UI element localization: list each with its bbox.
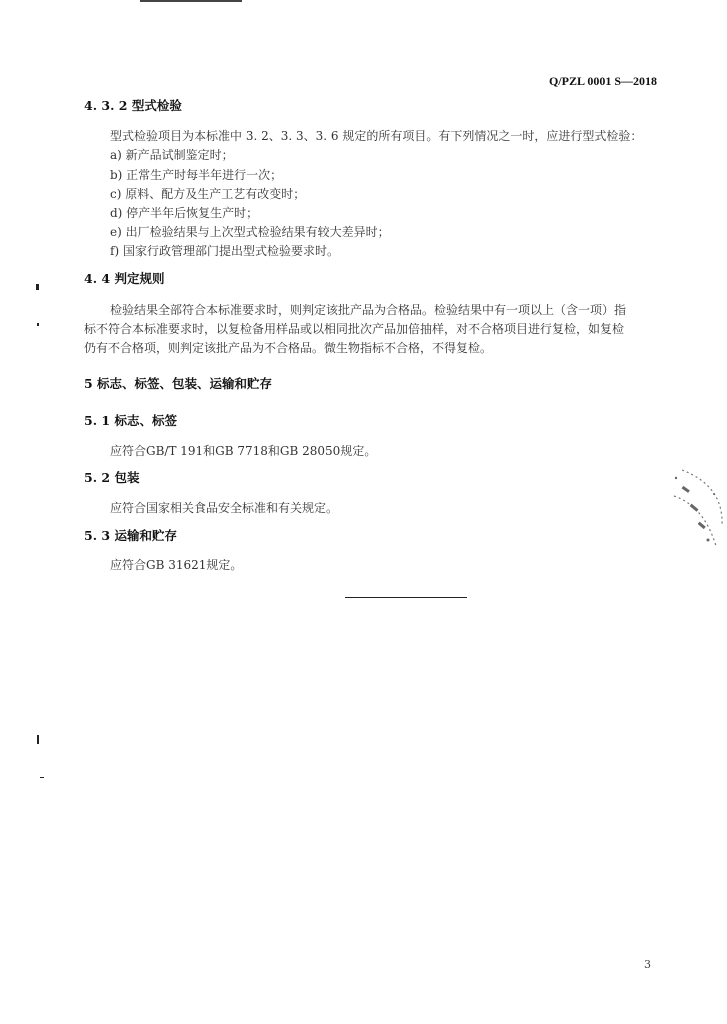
- seal-stamp-icon: [664, 466, 724, 556]
- section-4-4-line-1: 检验结果全部符合本标准要求时，则判定该批产品为合格品。检验结果中有一项以上（含一项）指: [110, 303, 627, 317]
- section-5-heading: 5 标志、标签、包装、运输和贮存: [84, 376, 273, 391]
- scan-mark: [37, 323, 39, 326]
- list-item: f) 国家行政管理部门提出型式检验要求时。: [110, 244, 339, 258]
- top-rule: [140, 0, 242, 2]
- section-5-2-heading: 5. 2 包装: [84, 470, 140, 485]
- section-5-3-heading: 5. 3 运输和贮存: [84, 528, 177, 543]
- scan-mark: [36, 284, 39, 290]
- section-4-4-heading: 4. 4 判定规则: [84, 271, 165, 286]
- page-number: 3: [644, 958, 651, 971]
- list-item: e) 出厂检验结果与上次型式检验结果有较大差异时；: [110, 225, 390, 239]
- section-4-4-line-3: 仍有不合格项，则判定该批产品为不合格品。微生物指标不合格，不得复检。: [84, 341, 493, 355]
- list-item: a) 新产品试制鉴定时；: [110, 148, 234, 162]
- section-4-3-2-intro: 型式检验项目为本标准中 3. 2、3. 3、3. 6 规定的所有项目。有下列情况之一时，应进行型式检验：: [110, 129, 643, 143]
- section-5-1-heading: 5. 1 标志、标签: [84, 413, 177, 428]
- document-code: Q/PZL 0001 S—2018: [548, 74, 657, 88]
- list-item: b) 正常生产时每半年进行一次；: [110, 168, 283, 182]
- section-4-4-line-2: 标不符合本标准要求时，以复检备用样品或以相同批次产品加倍抽样，对不合格项目进行复检，如复检: [84, 322, 625, 336]
- list-item: c) 原料、配方及生产工艺有改变时；: [110, 187, 306, 201]
- section-5-2-text: 应符合国家相关食品安全标准和有关规定。: [110, 501, 339, 515]
- scan-mark: [37, 735, 39, 744]
- section-5-3-text: 应符合GB 31621规定。: [110, 558, 243, 572]
- section-4-3-2-heading: 4. 3. 2 型式检验: [84, 98, 182, 113]
- scan-mark: [40, 777, 44, 778]
- end-of-text-rule: [345, 597, 467, 598]
- list-item: d) 停产半年后恢复生产时；: [110, 206, 259, 220]
- section-5-1-text: 应符合GB/T 191和GB 7718和GB 28050规定。: [110, 444, 377, 458]
